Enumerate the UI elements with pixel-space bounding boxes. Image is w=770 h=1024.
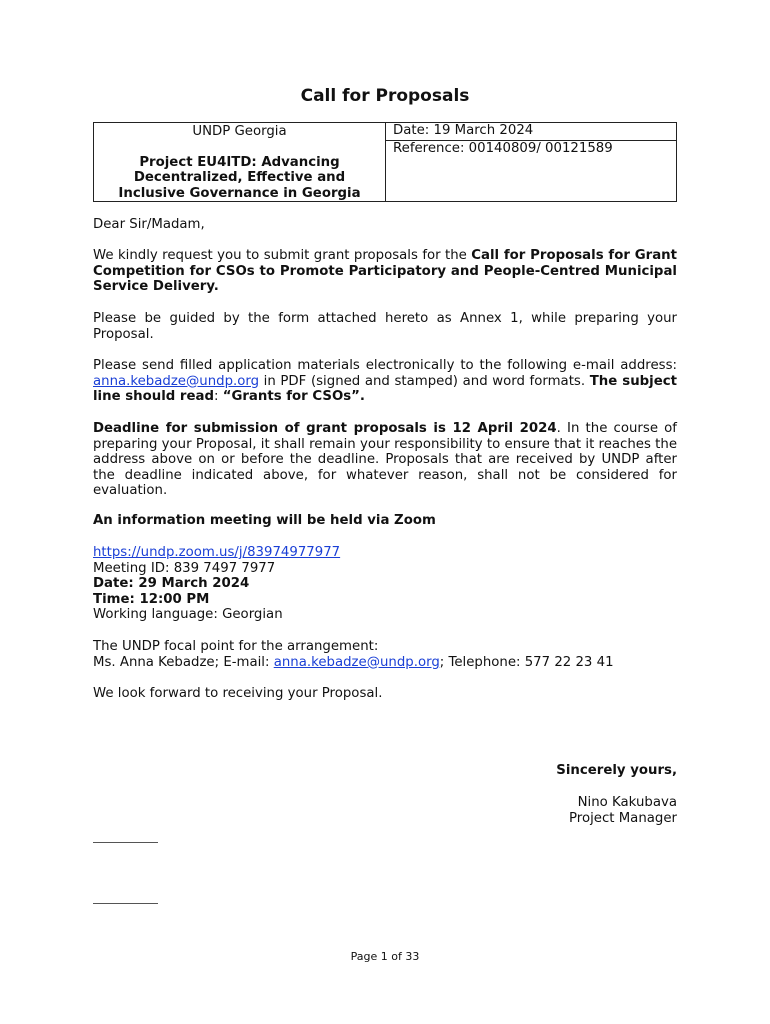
- meeting-id: Meeting ID: 839 7497 7977: [93, 560, 276, 576]
- focal-lead: Ms. Anna Kebadze; E-mail:: [93, 654, 274, 670]
- submission-mid: in PDF (signed and stamped) and word formats.: [259, 373, 590, 389]
- deadline-rest: . In the course of preparing your Proposal, it shall remain your responsibility to ensure that it reaches the address above on or before the deadline. Proposals that are received by UNDP after the deadline indicated above, for whatever reason, shall not be considered for evaluation.: [93, 421, 677, 499]
- focal-line1: The UNDP focal point for the arrangement:: [93, 639, 379, 654]
- reference-cell: [386, 141, 677, 202]
- salutation: Dear Sir/Madam,: [93, 217, 205, 232]
- deadline-bold: Deadline for submission of grant proposals is 12 April 2024: [93, 421, 557, 436]
- paragraph-guidance: Please be guided by the form attached hereto as Annex 1, while preparing your Proposal.: [93, 311, 677, 342]
- subject-line-value: “Grants for CSOs”.: [222, 389, 365, 405]
- header-table: [93, 122, 677, 202]
- focal-point: [93, 639, 677, 670]
- paragraph-deadline: [93, 421, 677, 499]
- meeting-details: [93, 545, 677, 623]
- focal-phone: ; Telephone: 577 22 23 41: [439, 654, 614, 670]
- focal-email-link[interactable]: anna.kebadze@undp.org: [273, 654, 440, 670]
- signatory-name: Nino Kakubava: [577, 795, 677, 810]
- zoom-link[interactable]: https://undp.zoom.us/j/83974977977: [93, 545, 341, 560]
- page-footer: Page 1 of 33: [350, 950, 420, 963]
- signatory: [93, 795, 677, 826]
- footnote-rule-1: [93, 842, 158, 843]
- date-text: Date: 19 March 2024: [393, 123, 534, 138]
- subject-line-label: The subject line should read: [93, 373, 677, 405]
- paragraph-submission: [93, 358, 677, 405]
- submission-lead: Please send filled application materials electronically to the following e-mail address:: [93, 358, 677, 373]
- email-link[interactable]: anna.kebadze@undp.org: [93, 373, 260, 389]
- signatory-role: Project Manager: [568, 810, 677, 826]
- meeting-date: Date: 29 March 2024: [93, 576, 250, 592]
- meeting-heading: An information meeting will be held via Zoom: [93, 513, 436, 528]
- project-title: Project EU4ITD: Advancing Decentralized, Effective and Inclusive Governance in Georgia: [118, 154, 361, 201]
- meeting-language: Working language: Georgian: [93, 607, 283, 623]
- sincerely: Sincerely yours,: [556, 763, 677, 778]
- paragraph-request: [93, 248, 677, 295]
- subject-colon: :: [213, 389, 223, 405]
- request-lead: We kindly request you to submit grant proposals for the: [93, 248, 472, 263]
- reference-text: Reference: 00140809/ 00121589: [393, 141, 613, 156]
- date-cell: [386, 123, 677, 141]
- footnote-rule-2: [93, 903, 158, 904]
- call-title: Call for Proposals for Grant Competition for CSOs to Promote Participatory and People-Centred Municipal Service Delivery.: [93, 248, 677, 295]
- closing-line: We look forward to receiving your Proposal.: [93, 686, 383, 701]
- page-title: Call for Proposals: [300, 86, 470, 106]
- org-name: UNDP Georgia: [192, 124, 287, 139]
- meeting-time: Time: 12:00 PM: [93, 591, 210, 607]
- header-left-cell: [94, 123, 386, 202]
